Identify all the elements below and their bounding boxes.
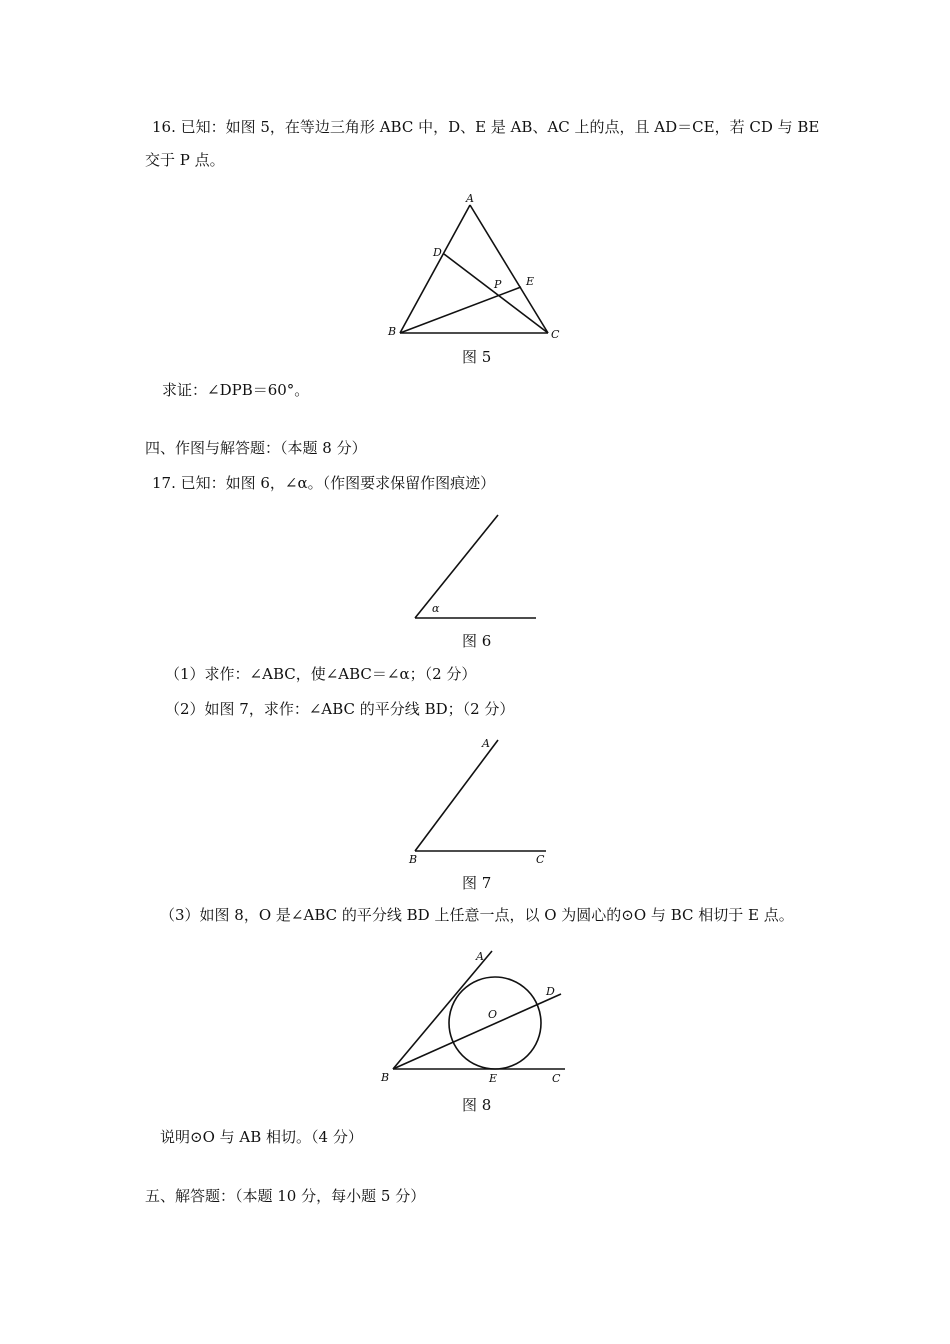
fig8-caption: 图 8	[462, 1096, 492, 1114]
figure-5	[380, 190, 580, 350]
q16-line2: 交于 P 点。	[145, 151, 225, 169]
fig5-caption: 图 5	[462, 348, 492, 366]
fig6-ray-upper	[415, 515, 498, 618]
q17-explain: 说明⊙O 与 AB 相切。（4 分）	[160, 1128, 363, 1146]
fig5-label-c: C	[551, 328, 560, 341]
fig7-label-a: A	[482, 737, 490, 750]
fig8-label-o: O	[488, 1008, 498, 1021]
fig7-caption: 图 7	[462, 874, 492, 892]
figure-7	[400, 735, 560, 870]
fig5-side-ab	[400, 205, 470, 333]
q16-line1: 16. 已知：如图 5，在等边三角形 ABC 中，D、E 是 AB、AC 上的点，且 AD＝CE，若 CD 与 BE	[152, 118, 820, 136]
fig8-ray-ba	[393, 951, 492, 1069]
fig6-caption: 图 6	[462, 632, 492, 650]
fig8-label-a: A	[476, 950, 484, 963]
fig8-label-c: C	[552, 1072, 561, 1085]
fig8-bisector-bd	[393, 994, 561, 1069]
fig5-label-p: P	[494, 278, 502, 291]
fig8-label-d: D	[546, 985, 555, 998]
q17-part1: （1）求作：∠ABC，使∠ABC＝∠α；（2 分）	[165, 665, 477, 683]
section5-heading: 五、解答题：（本题 10 分，每小题 5 分）	[145, 1187, 426, 1205]
fig7-label-c: C	[536, 853, 545, 866]
fig5-label-a: A	[466, 192, 474, 205]
fig8-label-e: E	[489, 1072, 498, 1085]
fig8-label-b: B	[381, 1071, 390, 1084]
fig5-segment-be	[400, 287, 521, 333]
q17-part2: （2）如图 7，求作：∠ABC 的平分线 BD；（2 分）	[165, 700, 515, 718]
figure-8	[375, 945, 575, 1090]
fig5-side-ac	[470, 205, 548, 333]
figure-6	[400, 508, 550, 628]
fig5-segment-cd	[444, 254, 548, 333]
fig7-ray-ba	[415, 740, 498, 851]
fig7-label-b: B	[409, 853, 418, 866]
q16-prove: 求证：∠DPB＝60°。	[162, 381, 310, 399]
fig5-label-d: D	[433, 246, 442, 259]
q17-part3: （3）如图 8，O 是∠ABC 的平分线 BD 上任意一点，以 O 为圆心的⊙O 与 BC 相切于 E 点。	[160, 906, 794, 924]
fig5-label-e: E	[526, 275, 535, 288]
q17-line1: 17. 已知：如图 6，∠α。（作图要求保留作图痕迹）	[152, 474, 496, 492]
section4-heading: 四、作图与解答题：（本题 8 分）	[145, 439, 367, 457]
fig5-label-b: B	[388, 325, 397, 338]
fig6-label-alpha: α	[432, 602, 440, 615]
